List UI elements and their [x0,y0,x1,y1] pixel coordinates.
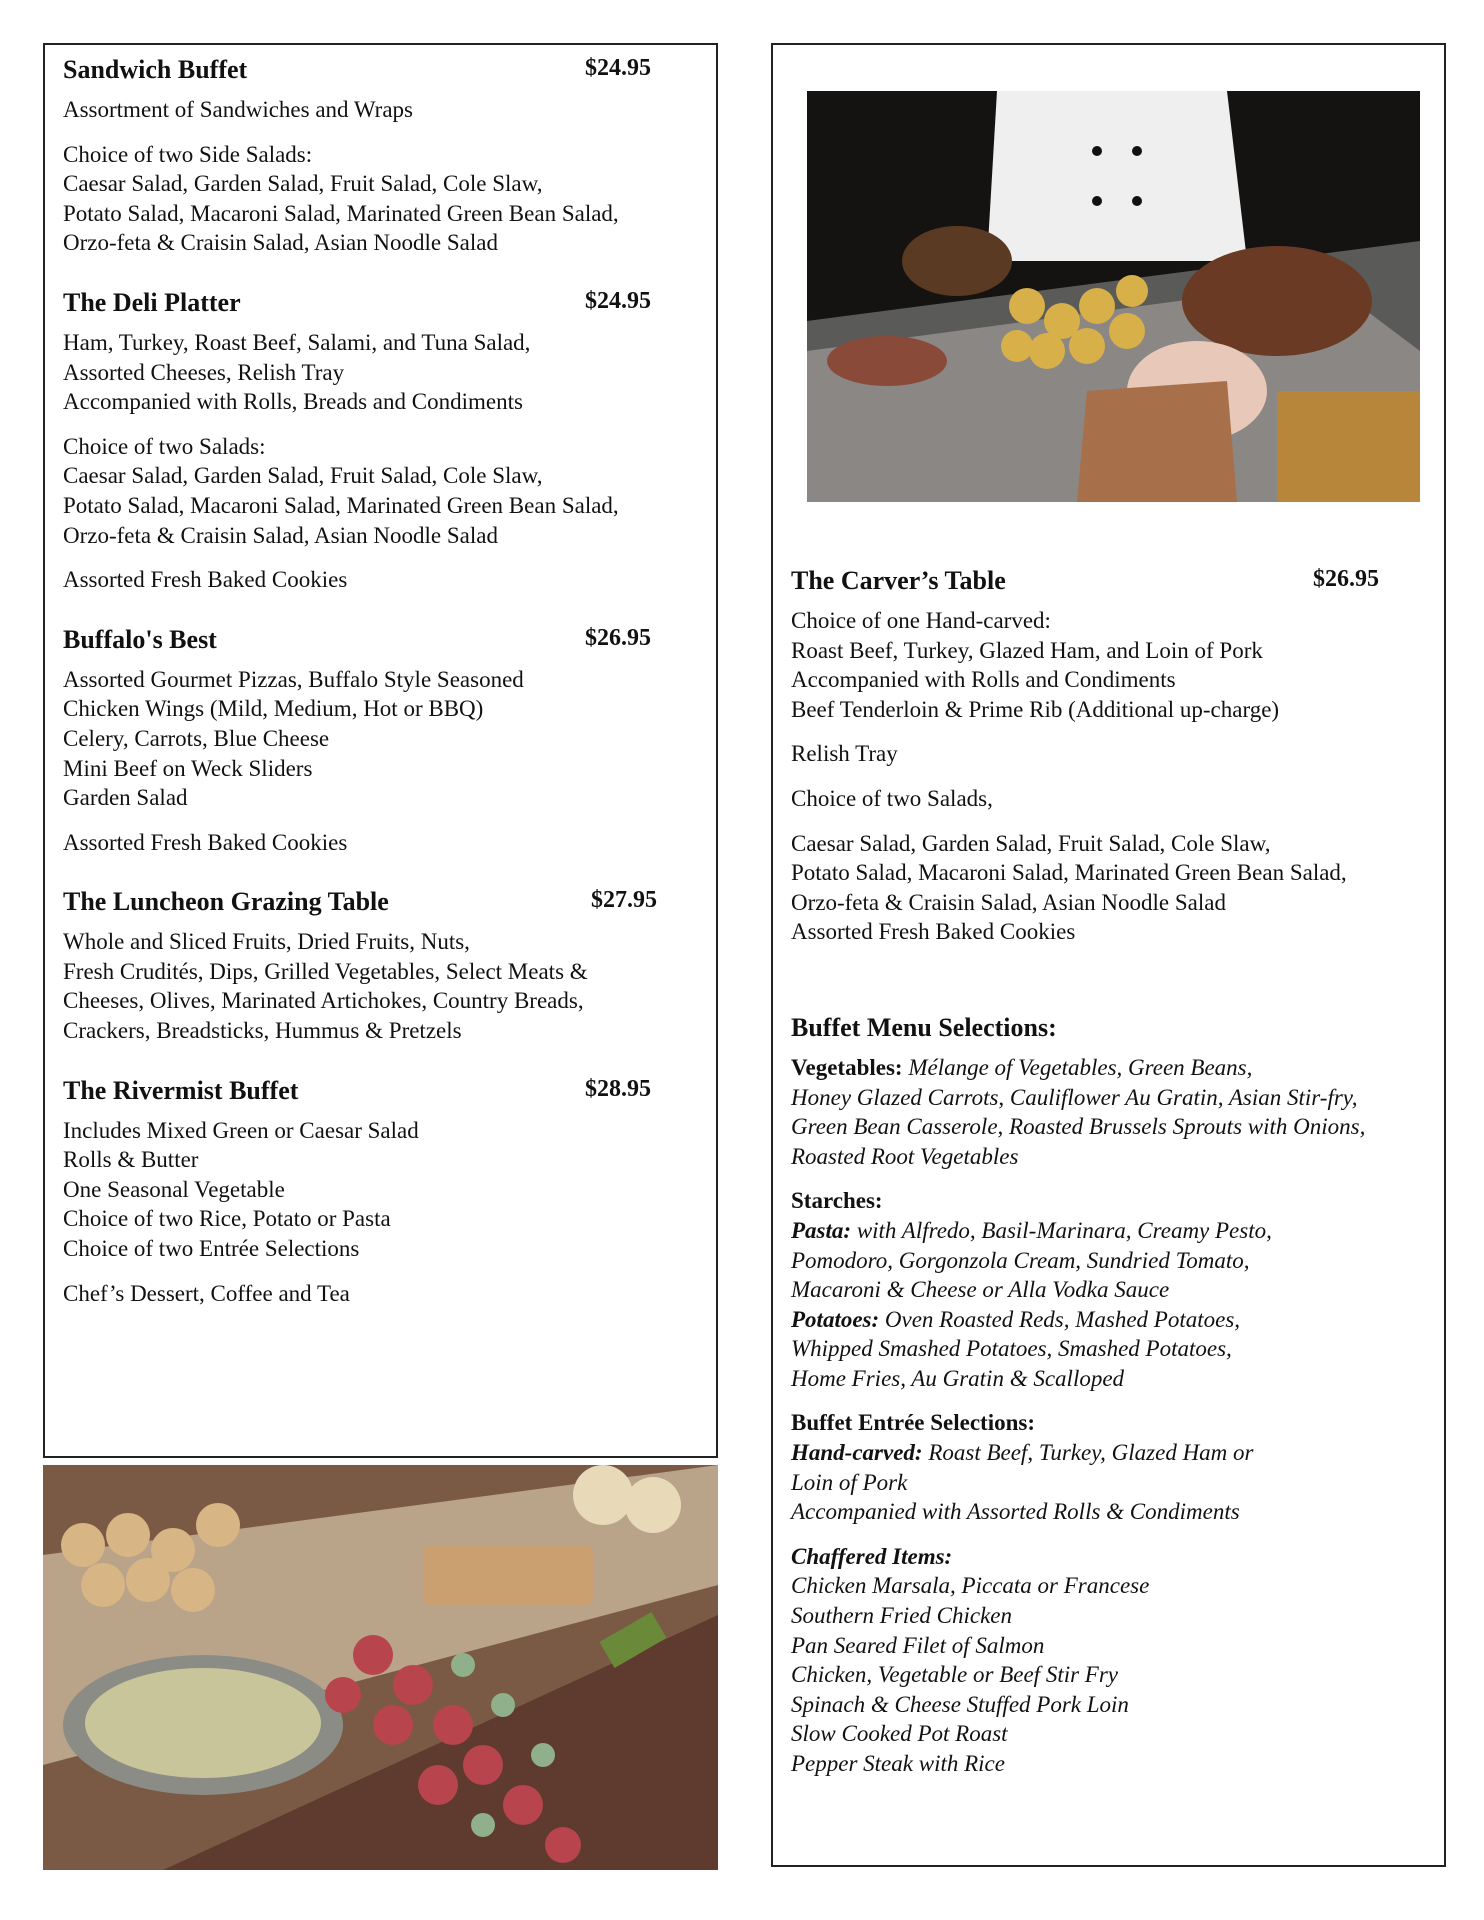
menu-line: Caesar Salad, Garden Salad, Fruit Salad, Cole Slaw, [63,463,543,489]
potatoes-text: Oven Roasted Reds, Mashed Potatoes, [884,1306,1241,1332]
menu-line: Roasted Root Vegetables [791,1143,1019,1169]
menu-line: Caesar Salad, Garden Salad, Fruit Salad, Cole Slaw, [791,830,1271,856]
menu-line: Chef’s Dessert, Coffee and Tea [63,1280,350,1306]
menu-line: Includes Mixed Green or Caesar Salad [63,1117,419,1143]
section-price: $24.95 [585,287,651,314]
menu-line: Accompanied with Rolls and Condiments [791,667,1176,693]
pasta-text: with Alfredo, Basil-Marinara, Creamy Pesto, [856,1217,1272,1243]
rivermist-buffet-section [63,1076,716,1309]
menu-line: Choice of two Rice, Potato or Pasta [63,1206,391,1232]
section-header [63,55,716,95]
menu-line [791,1053,1444,1083]
luncheon-grazing-section [63,887,716,1045]
grazing-table-photo [43,1465,718,1870]
menu-line: Choice of one Hand-carved: [791,608,1051,633]
section-price: $26.95 [585,624,651,651]
hand-carved-text: Roast Beef, Turkey, Glazed Ham or [928,1440,1254,1466]
buffet-selections-section [791,1013,1444,1779]
menu-line: Whipped Smashed Potatoes, Smashed Potatoes, [791,1336,1232,1362]
menu-line: Potato Salad, Macaroni Salad, Marinated Green Bean Salad, [63,200,619,226]
carvers-table-section [791,566,1444,947]
menu-line: Pepper Steak with Rice [791,1751,1005,1776]
section-price: $28.95 [585,1075,651,1102]
hand-carved-label: Hand-carved: [791,1440,923,1466]
menu-line: Whole and Sliced Fruits, Dried Fruits, Nuts, [63,929,470,955]
entree-label: Buffet Entrée Selections: [791,1410,1035,1436]
section-header [791,1013,1444,1053]
section-header [791,566,1444,606]
menu-line: Accompanied with Rolls, Breads and Condiments [63,389,523,415]
menu-line [791,1438,1444,1468]
menu-line: Mini Beef on Weck Sliders [63,755,313,781]
menu-line: Cheeses, Olives, Marinated Artichokes, Country Breads, [63,988,584,1014]
menu-line: One Seasonal Vegetable [63,1176,285,1202]
menu-line [791,1305,1444,1335]
menu-line: Orzo-feta & Craisin Salad, Asian Noodle Salad [63,522,498,548]
menu-line: Beef Tenderloin & Prime Rib (Additional up-charge) [791,696,1280,722]
section-title: The Deli Platter [63,287,241,317]
section-header [63,625,716,665]
menu-line: Pan Seared Filet of Salmon [791,1632,1045,1658]
carving-station-photo [807,91,1420,502]
section-header [63,1076,716,1116]
menu-line: Potato Salad, Macaroni Salad, Marinated Green Bean Salad, [791,860,1347,886]
menu-line: Spinach & Cheese Stuffed Pork Loin [791,1691,1129,1717]
menu-line: Fresh Crudités, Dips, Grilled Vegetables, Select Meats & [63,958,588,984]
starches-label: Starches: [791,1188,883,1214]
section-title: Sandwich Buffet [63,55,248,84]
pasta-label: Pasta: [791,1217,852,1243]
menu-line: Accompanied with Assorted Rolls & Condiments [791,1499,1240,1525]
menu-line: Roast Beef, Turkey, Glazed Ham, and Loin of Pork [791,637,1263,663]
menu-line: Chicken, Vegetable or Beef Stir Fry [791,1662,1119,1688]
menu-line: Celery, Carrots, Blue Cheese [63,725,330,751]
menu-line: Garden Salad [63,785,188,811]
buffalos-best-section [63,625,716,858]
menu-line: Assorted Fresh Baked Cookies [791,919,1076,945]
menu-line: Assorted Fresh Baked Cookies [63,567,348,593]
menu-line: Choice of two Salads: [63,433,266,459]
menu-line: Assorted Gourmet Pizzas, Buffalo Style Seasoned [63,666,524,692]
carving-station-illustration [807,91,1420,502]
menu-line: Choice of two Salads, [791,785,993,811]
menu-line: Home Fries, Au Gratin & Scalloped [791,1365,1125,1391]
section-title: Buffalo's Best [63,624,217,654]
section-title: The Carver’s Table [791,566,1006,595]
vegetables-text: Mélange of Vegetables, Green Beans, [908,1054,1253,1080]
menu-line: Potato Salad, Macaroni Salad, Marinated Green Bean Salad, [63,492,619,518]
chaffered-label: Chaffered Items: [791,1543,953,1569]
sandwich-buffet-section [63,55,716,258]
menu-line: Ham, Turkey, Roast Beef, Salami, and Tuna Salad, [63,329,531,355]
menu-line: Crackers, Breadsticks, Hummus & Pretzels [63,1018,462,1044]
menu-line: Honey Glazed Carrots, Cauliflower Au Gratin, Asian Stir-fry, [791,1084,1358,1110]
menu-line: Chicken Marsala, Piccata or Francese [791,1573,1150,1599]
menu-line: Southern Fried Chicken [791,1603,1013,1629]
potatoes-label: Potatoes: [791,1306,880,1332]
section-price: $26.95 [1313,566,1379,592]
section-title: The Luncheon Grazing Table [63,887,389,917]
grazing-table-illustration [43,1465,718,1870]
section-price: $24.95 [585,55,651,81]
section-title: Buffet Menu Selections: [791,1012,1057,1042]
menu-line: Rolls & Butter [63,1147,199,1173]
menu-line: Assortment of Sandwiches and Wraps [63,97,413,122]
section-header [63,887,716,927]
menu-line: Macaroni & Cheese or Alla Vodka Sauce [791,1277,1170,1303]
left-menu-panel [43,43,718,1458]
menu-line: Green Bean Casserole, Roasted Brussels Sprouts with Onions, [791,1114,1366,1140]
menu-line: Choice of two Entrée Selections [63,1236,360,1262]
menu-line: Slow Cooked Pot Roast [791,1721,1008,1747]
menu-line: Loin of Pork [791,1469,908,1495]
menu-line: Assorted Fresh Baked Cookies [63,829,348,855]
menu-line: Assorted Cheeses, Relish Tray [63,359,345,385]
deli-platter-section [63,288,716,595]
menu-line: Orzo-feta & Craisin Salad, Asian Noodle Salad [63,230,498,256]
menu-line: Choice of two Side Salads: [63,141,313,167]
menu-line: Caesar Salad, Garden Salad, Fruit Salad, Cole Slaw, [63,171,543,197]
menu-line: Chicken Wings (Mild, Medium, Hot or BBQ) [63,696,484,722]
menu-line: Relish Tray [791,741,898,767]
menu-line: Orzo-feta & Craisin Salad, Asian Noodle Salad [791,889,1226,915]
section-title: The Rivermist Buffet [63,1075,299,1105]
section-price: $27.95 [591,887,657,914]
menu-line: Pomodoro, Gorgonzola Cream, Sundried Tomato, [791,1247,1250,1273]
section-header [63,288,716,328]
vegetables-label: Vegetables: [791,1054,903,1080]
menu-line [791,1216,1444,1246]
